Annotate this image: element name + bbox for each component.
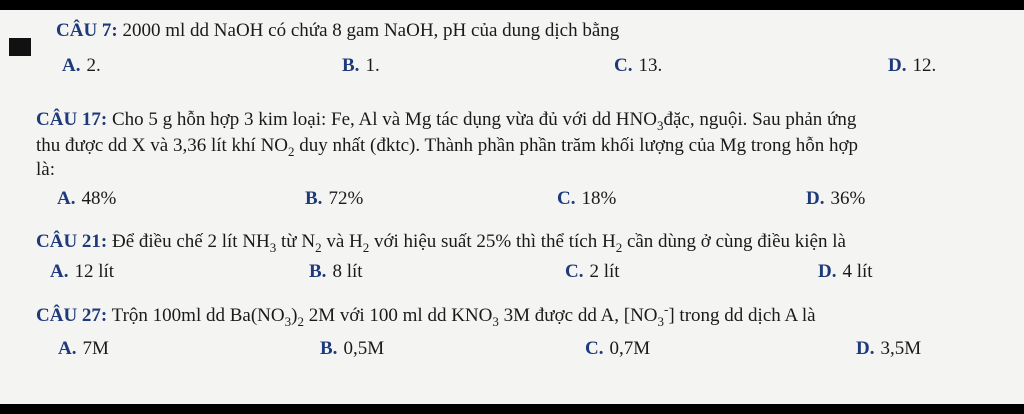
option-a: A. 48%	[57, 188, 117, 209]
option-a: A. 7M	[58, 338, 109, 359]
question-27: CÂU 27: Trộn 100ml dd $Ba(NO_3)_2$ 2M với 100 ml dd $KNO_3$ 3M được dd A, $[NO_3^-]$ trong dd dịch A là	[36, 301, 816, 329]
option-b: B. 8 lít	[309, 261, 363, 282]
question-17-line-3: là:	[36, 159, 55, 180]
option-c: C. 13.	[614, 55, 663, 76]
option-d: D. 12.	[888, 55, 937, 76]
question-number: CÂU 27:	[36, 305, 108, 326]
option-c: C. 18%	[557, 188, 617, 209]
question-number: CÂU 7:	[56, 20, 118, 41]
option-c: C. 0,7M	[585, 338, 651, 359]
option-d: D. 36%	[806, 188, 866, 209]
question-7	[56, 20, 619, 41]
question-21: CÂU 21: Để điều chế 2 lít $NH_3$ từ $N_2$ và $H_2$ với hiệu suất 25% thì thể tích $H_2$ cần dùng ở cùng điều kiện là	[36, 231, 846, 255]
option-b: B. 1.	[342, 55, 380, 76]
black-marker	[9, 38, 31, 56]
option-c: C. 2 lít	[565, 261, 620, 282]
option-a: A. 2.	[62, 55, 101, 76]
worksheet-page	[0, 10, 1024, 404]
question-number: CÂU 17:	[36, 109, 108, 130]
question-number: CÂU 21:	[36, 231, 108, 252]
option-d: D. 4 lít	[818, 261, 873, 282]
question-17: CÂU 17: Cho 5 g hỗn hợp 3 kim loại: Fe, Al và Mg tác dụng vừa đủ với dd $HNO_3đặc$, nguội. Sau phản ứng	[36, 109, 857, 133]
question-text: 2000 ml dd NaOH có chứa 8 gam NaOH, pH của dung dịch bằng	[122, 20, 620, 41]
option-b: B. 72%	[305, 188, 364, 209]
option-a: A. 12 lít	[50, 261, 115, 282]
option-d: D. 3,5M	[856, 338, 922, 359]
option-b: B. 0,5M	[320, 338, 385, 359]
question-17-line-2: thu được dd X và 3,36 lít khí $NO_2$ duy nhất (đktc). Thành phần phần trăm khối lượng của Mg trong hỗn hợp	[36, 135, 859, 159]
